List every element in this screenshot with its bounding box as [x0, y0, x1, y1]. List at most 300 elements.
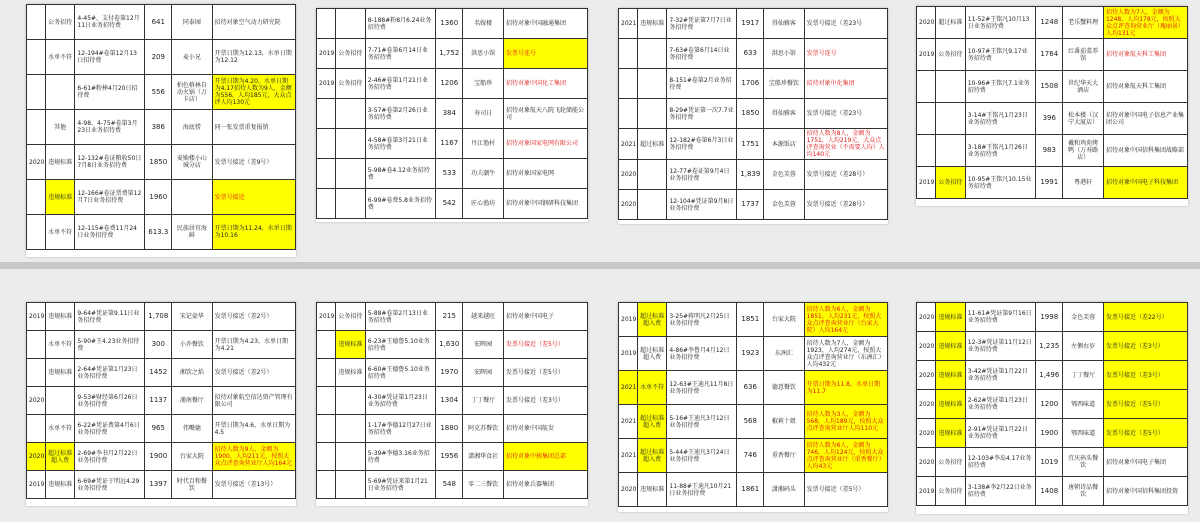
note-cell: 招待对象航天科工集团	[1103, 71, 1187, 103]
note-cell: 开票日期为4.20，水单日期为4.17招待人数为9人，金额为556，人均185元，大众点评人均130元	[212, 75, 295, 110]
amount-cell: 1850	[737, 99, 764, 129]
amount-cell: 209	[145, 40, 172, 75]
description-cell: 4-30#凭证第1月23日业务招待费	[365, 387, 435, 415]
amount-cell: 215	[436, 303, 463, 331]
venue-cell: 粤港轩	[1063, 167, 1104, 199]
venue-cell: 时代百和餐饮	[172, 471, 212, 499]
description-cell: 3-42#凭证第1月22日业务招待费	[965, 361, 1035, 390]
note-cell: 招待对象国家电网	[503, 159, 587, 189]
category-cell: 公务招待	[935, 477, 965, 506]
year-cell: 2020	[619, 473, 638, 507]
description-cell: 5-16#王迪凡3月12日业务招待费	[667, 405, 737, 439]
note-cell: 发票号接近（差23号	[804, 99, 887, 129]
note-cell: 招待人数为3人，金额为568，人均189元，按照大众点评查询营业厅人均110元	[804, 405, 887, 439]
year-cell	[317, 189, 336, 219]
year-cell	[27, 415, 46, 443]
year-cell	[27, 331, 46, 359]
category-cell: 违规标准	[935, 361, 965, 390]
amount-cell: 636	[737, 371, 764, 405]
table-row	[619, 405, 888, 439]
amount-cell: 983	[1036, 135, 1063, 167]
table-row	[619, 303, 888, 337]
venue-cell: 伟嘴德	[172, 415, 212, 443]
note-cell: 招待对象兵器集团	[503, 471, 587, 499]
description-cell: 2-91#凭证第1月22日业务招待费	[965, 419, 1035, 448]
amount-cell: 1206	[436, 69, 463, 99]
category-cell: 水单不符	[45, 331, 75, 359]
note-cell: 招待人数为7人，金额为1923，人均274元，按照大众点评查询营业厅（东洲汇）人均432元	[804, 337, 887, 371]
amount-cell: 1200	[1036, 390, 1063, 419]
year-cell	[27, 180, 46, 215]
venue-cell: 同泰园	[172, 5, 212, 40]
amount-cell: 1360	[436, 9, 463, 39]
note-cell: 同一张发票重复报销	[212, 110, 295, 145]
document-page-2	[316, 8, 588, 222]
note-cell: 招待对象中国电子	[503, 303, 587, 331]
amount-cell: 1397	[145, 471, 172, 499]
note-cell: 招待对象航天科工集团	[1103, 39, 1187, 71]
note-cell: 招待对象中国化工集团	[503, 69, 587, 99]
description-cell: 4-86#李鲁月4月12日业务招待费	[667, 337, 737, 371]
year-cell	[27, 215, 46, 250]
amount-cell: 1,630	[436, 331, 463, 359]
table-row	[317, 159, 588, 189]
note-cell: 招待对象中国电子集团	[1103, 448, 1187, 477]
category-cell: 超过标准超入费	[637, 337, 667, 371]
year-cell	[317, 9, 336, 39]
amount-cell: 1,496	[1036, 361, 1063, 390]
venue-cell: 浦南餐厅	[172, 387, 212, 415]
year-cell	[317, 387, 336, 415]
category-cell	[335, 443, 365, 471]
description-cell: 12-132#卷证粮收50日7月8日业务招待费	[75, 145, 145, 180]
audit-table	[26, 302, 296, 499]
venue-cell: 松本楼（汉宁大厦店）	[1063, 103, 1104, 135]
note-cell: 招待对象航空信达资产管理有限公司	[212, 387, 295, 415]
note-cell: 发票号接近（差5号）	[1103, 419, 1187, 448]
description-cell: 6-23#王德鲁5.10业务招待费	[365, 331, 435, 359]
note-cell: 招待对象中国电子科技集团	[1103, 167, 1187, 199]
note-cell: 发票号接近（差22号）	[1103, 303, 1187, 332]
category-cell	[335, 415, 365, 443]
note-cell: 发票号接近（差23号	[804, 9, 887, 39]
description-cell: 11-52#王铭凡10月13日业务招待费	[965, 7, 1035, 39]
audit-table	[916, 302, 1188, 506]
venue-cell: 鄂西味道	[1063, 390, 1104, 419]
amount-cell: 1,235	[1036, 332, 1063, 361]
description-cell: 8-151#卷第2月业务招待费	[667, 69, 737, 99]
venue-cell: 丁丁餐厅	[463, 387, 504, 415]
table-row	[317, 331, 588, 359]
table-row	[619, 190, 888, 220]
category-cell	[335, 9, 365, 39]
category-cell: 超过标准	[935, 7, 965, 39]
venue-cell	[172, 180, 212, 215]
category-cell: 违规标准	[45, 145, 75, 180]
note-cell: 发票号接近（差9号）	[212, 145, 295, 180]
table-row	[917, 7, 1188, 39]
venue-cell: 金色芙蓉	[764, 160, 804, 190]
venue-cell: 丹江渔村	[463, 129, 504, 159]
note-cell: 发票号接近（差5号）	[1103, 390, 1187, 419]
table-row	[317, 189, 588, 219]
venue-cell: 德意餐饮	[764, 371, 804, 405]
note-cell: 发票号接近（差3号）	[1103, 361, 1187, 390]
category-cell: 违规标准	[637, 9, 667, 39]
note-cell: 招待对象中国信科集团战略部	[1103, 135, 1187, 167]
category-cell: 超过标准	[637, 129, 667, 160]
category-cell: 超过标准超入费	[637, 303, 667, 337]
category-cell: 超过标准超入费	[45, 443, 75, 471]
table-row	[317, 415, 588, 443]
category-cell: 违规标准	[335, 331, 365, 359]
venue-cell: 东洲汇	[764, 337, 804, 371]
document-page-1	[26, 4, 296, 257]
venue-cell: 椒莉十姐	[764, 405, 804, 439]
year-cell	[917, 71, 936, 103]
category-cell: 其他	[45, 110, 75, 145]
amount-cell: 1508	[1036, 71, 1063, 103]
amount-cell: 746	[737, 439, 764, 473]
document-page-8	[916, 302, 1188, 514]
category-cell	[637, 160, 667, 190]
table-row	[317, 387, 588, 415]
category-cell	[335, 99, 365, 129]
description-cell: 8-188#粉8月6.24业务招待费	[365, 9, 435, 39]
description-cell: 6-22#凭证费第4月6日业务招待费	[75, 415, 145, 443]
note-cell: 发票号接近（差5号）	[503, 359, 587, 387]
table-row	[917, 448, 1188, 477]
venue-cell: 寿司日	[463, 99, 504, 129]
year-cell	[317, 359, 336, 387]
description-cell: 10-97#王铭凡9.17业务招待费	[965, 39, 1035, 71]
year-cell	[317, 129, 336, 159]
amount-cell: 1137	[145, 387, 172, 415]
amount-cell: 1880	[436, 415, 463, 443]
year-cell: 2021	[619, 405, 638, 439]
description-cell: 2-46#卷第1月21日业务招待费	[365, 69, 435, 99]
category-cell	[637, 99, 667, 129]
year-cell	[619, 99, 638, 129]
amount-cell: 1,708	[145, 303, 172, 331]
note-cell: 开票日期为4.6，水单日期为4.5	[212, 415, 295, 443]
venue-cell: 民族居官海鲜	[172, 215, 212, 250]
year-cell	[27, 110, 46, 145]
year-cell: 2020	[917, 361, 936, 390]
amount-cell: 1960	[145, 180, 172, 215]
amount-cell: 1970	[436, 359, 463, 387]
description-cell: 4-58#卷第3月21日业务招待费	[365, 129, 435, 159]
year-cell: 2021	[619, 129, 638, 160]
document-page-3	[618, 8, 888, 224]
note-cell: 开票日期为12.13，水单日期为12.12	[212, 40, 295, 75]
table-row	[27, 145, 296, 180]
description-cell: 6-60#王德鲁5.10业务招待费	[365, 359, 435, 387]
table-row	[27, 331, 296, 359]
table-row	[917, 332, 1188, 361]
category-cell: 公务招待	[45, 5, 75, 40]
year-cell: 2020	[27, 443, 46, 471]
note-cell: 招待人数为6人，金额为746，人均124元，按照大众点评查询营业厅（重香餐厅）人均43元	[804, 439, 887, 473]
amount-cell: 1408	[1036, 477, 1063, 506]
note-cell: 招待对象航天八院飞轮储能公司	[503, 99, 587, 129]
table-row	[27, 415, 296, 443]
description-cell: 5-90#王4.23业务招待费	[75, 331, 145, 359]
category-cell	[335, 387, 365, 415]
year-cell: 2020	[917, 390, 936, 419]
venue-cell: 鄂西味道	[1063, 419, 1104, 448]
note-cell: 开票日期为11.24，水单日期为10.16	[212, 215, 295, 250]
note-cell: 招待人数为6人，金额为1851，人均231元，按照大众点评查询营业厅（台家大院）人均164元	[804, 303, 887, 337]
category-cell: 水单不符	[45, 215, 75, 250]
description-cell: 5-88#卷第2月13日业务招待费	[365, 303, 435, 331]
venue-cell: 重香餐厅	[764, 439, 804, 473]
category-cell: 违规标准	[935, 419, 965, 448]
description-cell: 3-25#蒋明凡2月25日业务招待费	[667, 303, 737, 337]
venue-cell: 洪思小馆	[764, 39, 804, 69]
description-cell: 6-69#凭证于明远4.29业务招待费	[75, 471, 145, 499]
table-row	[619, 39, 888, 69]
note-cell: 招待对象中国融通集团	[503, 9, 587, 39]
venue-cell: 左侧右岁	[1063, 332, 1104, 361]
year-cell: 2020	[917, 303, 936, 332]
category-cell	[45, 387, 75, 415]
year-cell	[27, 5, 46, 40]
venue-cell: 本源饭店	[764, 129, 804, 160]
description-cell: 5-69#凭证来第1月21日业务招待费	[365, 471, 435, 499]
description-cell: 11-61#凭证第9月16日业务招待费	[965, 303, 1035, 332]
category-cell: 违规标准	[335, 359, 365, 387]
year-cell	[27, 75, 46, 110]
year-cell	[27, 40, 46, 75]
year-cell: 2019	[317, 303, 336, 331]
category-cell: 水单不符	[45, 415, 75, 443]
amount-cell: 641	[145, 5, 172, 40]
note-cell: 发票号接近（差3号）	[1103, 332, 1187, 361]
table-row	[917, 39, 1188, 71]
table-row	[27, 471, 296, 499]
table-row	[619, 371, 888, 405]
table-row	[619, 9, 888, 39]
amount-cell: 568	[737, 405, 764, 439]
venue-cell: 宜庆码头餐饮	[1063, 448, 1104, 477]
venue-cell: 柏色格林自动火锅（万卡店）	[172, 75, 212, 110]
description-cell: 1-17#李德12月27日业务招待费	[365, 415, 435, 443]
amount-cell: 1167	[436, 129, 463, 159]
table-row	[619, 439, 888, 473]
note-cell: 开票日期为4.23，水单日期为4.21	[212, 331, 295, 359]
table-row	[917, 103, 1188, 135]
description-cell: 12-63#王迪凡11月8日业务招待费	[667, 371, 737, 405]
year-cell: 2019	[619, 303, 638, 337]
table-row	[317, 359, 588, 387]
description-cell: 11-88#王迪凡10月21日业务招待费	[667, 473, 737, 507]
year-cell	[317, 471, 336, 499]
venue-cell: 功夫潮牛	[463, 159, 504, 189]
category-cell	[935, 103, 965, 135]
table-row	[27, 215, 296, 250]
amount-cell: 1850	[145, 145, 172, 180]
table-row	[317, 471, 588, 499]
year-cell	[317, 331, 336, 359]
category-cell	[335, 159, 365, 189]
category-cell: 违规标准	[45, 180, 75, 215]
category-cell	[637, 69, 667, 99]
note-cell: 招待人数为8人，金额为1751，人均219元，大众点评查询营业（不需要人均）人均140元	[804, 129, 887, 160]
venue-cell: 洪思小馆	[463, 39, 504, 69]
table-row	[917, 477, 1188, 506]
note-cell: 招待人数为7人，金额为1248，人均178元，按照大众点评查询营业厅（瑰丽景）人均131元	[1103, 7, 1187, 39]
category-cell: 水单不符	[45, 40, 75, 75]
amount-cell: 1956	[436, 443, 463, 471]
table-row	[27, 75, 296, 110]
venue-cell: 麦小兄	[172, 40, 212, 75]
description-cell: 4-98、4-75#卷第3月23日业务招待费	[75, 110, 145, 145]
venue-cell: 红番茄菜养馆	[1063, 39, 1104, 71]
year-cell	[917, 135, 936, 167]
category-cell: 违规标准	[45, 471, 75, 499]
description-cell: 8-29#凭证第一次7.7业务招待费	[667, 99, 737, 129]
description-cell: 5-44#王迪凡3月24日业务招待费	[667, 439, 737, 473]
year-cell: 2020	[27, 145, 46, 180]
amount-cell: 1452	[145, 359, 172, 387]
venue-cell: 唐朝诗品餐饮	[1063, 477, 1104, 506]
amount-cell: 533	[436, 159, 463, 189]
amount-cell: 1917	[737, 9, 764, 39]
note-cell: 招待对象中国航发	[503, 415, 587, 443]
year-cell: 2021	[619, 439, 638, 473]
amount-cell: 1248	[1036, 7, 1063, 39]
note-cell: 招待对象空气动力研究院	[212, 5, 295, 40]
note-cell: 发票号接近（差28号）	[804, 160, 887, 190]
document-page-4	[916, 6, 1188, 206]
venue-cell: 得仙雅客	[764, 9, 804, 39]
note-cell: 招待对象中国钢研科技集团	[503, 189, 587, 219]
category-cell: 超过标准超入费	[637, 405, 667, 439]
amount-cell: 386	[145, 110, 172, 145]
table-row	[317, 69, 588, 99]
description-cell: 10-95#王铭凡10.15业务招待费	[965, 167, 1035, 199]
year-cell	[317, 159, 336, 189]
description-cell: 12-194#卷第12月13日招待费	[75, 40, 145, 75]
year-cell: 2020	[917, 419, 936, 448]
amount-cell: 542	[436, 189, 463, 219]
amount-cell: 965	[145, 415, 172, 443]
description-cell: 12-104#凭证第9月8日业务招待费	[667, 190, 737, 220]
category-cell: 公务招待	[935, 448, 965, 477]
amount-cell: 1764	[1036, 39, 1063, 71]
description-cell: 12-103#李岛4.17业务招待费	[965, 448, 1035, 477]
note-cell: 招待人数为9人，金额为1900，人均211元，按照大众点评查询营业厅人均164元	[212, 443, 295, 471]
amount-cell: 1,839	[737, 160, 764, 190]
description-cell: 3-18#王铭凡1月26日业务招待费	[965, 135, 1035, 167]
year-cell: 2019	[619, 337, 638, 371]
year-cell: 2020	[619, 160, 638, 190]
category-cell: 水单不符	[637, 371, 667, 405]
venue-cell: 零二三餐饮	[463, 471, 504, 499]
table-row	[917, 419, 1188, 448]
table-row	[317, 99, 588, 129]
table-row	[917, 135, 1188, 167]
venue-cell: 得仙雅客	[764, 99, 804, 129]
table-row	[27, 387, 296, 415]
year-cell: 2019	[917, 477, 936, 506]
category-cell: 超过标准超入费	[637, 439, 667, 473]
description-cell: 12-77#卷证第9月4日业务招待费	[667, 160, 737, 190]
table-row	[317, 9, 588, 39]
venue-cell: 潇湘华食社	[463, 443, 504, 471]
description-cell: 2-69#李书月2月22日业务招待费	[75, 443, 145, 471]
year-cell	[917, 103, 936, 135]
document-page-6	[316, 302, 588, 506]
venue-cell: 丁丁餐厅	[1063, 361, 1104, 390]
table-row	[27, 443, 296, 471]
description-cell: 4-45#，支付卷第12月11日业务招待费	[75, 5, 145, 40]
category-cell: 公务招待	[935, 167, 965, 199]
category-cell: 违规标准	[935, 390, 965, 419]
document-page-7	[618, 302, 888, 512]
description-cell: 6-61#粉棒4月20日招待费	[75, 75, 145, 110]
venue-cell: 名嫁楼	[463, 9, 504, 39]
year-cell	[317, 415, 336, 443]
year-cell: 2019	[27, 303, 46, 331]
year-cell: 2020	[917, 332, 936, 361]
table-row	[27, 40, 296, 75]
year-cell: 2019	[317, 69, 336, 99]
year-cell: 2020	[917, 7, 936, 39]
description-cell: 5-98#卷4.12业务招待费	[365, 159, 435, 189]
note-cell: 招待对象国家电网有限公司	[503, 129, 587, 159]
category-cell: 公务招待	[335, 303, 365, 331]
amount-cell: 1304	[436, 387, 463, 415]
description-cell: 10-96#王铭凡7.1业务招待费	[965, 71, 1035, 103]
table-row	[317, 129, 588, 159]
amount-cell: 1,752	[436, 39, 463, 69]
table-row	[619, 99, 888, 129]
amount-cell: 1861	[737, 473, 764, 507]
amount-cell: 384	[436, 99, 463, 129]
venue-cell: 宏晖园	[463, 359, 504, 387]
audit-table	[916, 6, 1188, 199]
table-row	[619, 69, 888, 99]
year-cell: 2020	[917, 448, 936, 477]
venue-cell: 世纪华天大酒店	[1063, 71, 1104, 103]
year-cell: 2021	[619, 9, 638, 39]
venue-cell: 阿克苏餐饮	[463, 415, 504, 443]
table-row	[27, 303, 296, 331]
venue-cell: 宝船珍	[463, 69, 504, 99]
table-row	[917, 303, 1188, 332]
amount-cell: 633	[737, 39, 764, 69]
description-cell: 9-53#财经第6月26日业务招待费	[75, 387, 145, 415]
year-cell: 2019	[917, 39, 936, 71]
year-cell: 2021	[619, 371, 638, 405]
amount-cell: 1900	[145, 443, 172, 471]
note-cell: 发票号接近（差3号）	[503, 387, 587, 415]
amount-cell: 1923	[737, 337, 764, 371]
year-cell: 2019	[917, 167, 936, 199]
amount-cell: 1706	[737, 69, 764, 99]
category-cell	[45, 75, 75, 110]
venue-cell: 海底捞	[172, 110, 212, 145]
category-cell	[637, 39, 667, 69]
table-row	[317, 303, 588, 331]
amount-cell: 1998	[1036, 303, 1063, 332]
year-cell	[619, 39, 638, 69]
amount-cell: 1851	[737, 303, 764, 337]
table-row	[917, 390, 1188, 419]
note-cell: 招待对象中国电子信息产业集团公司	[1103, 103, 1187, 135]
